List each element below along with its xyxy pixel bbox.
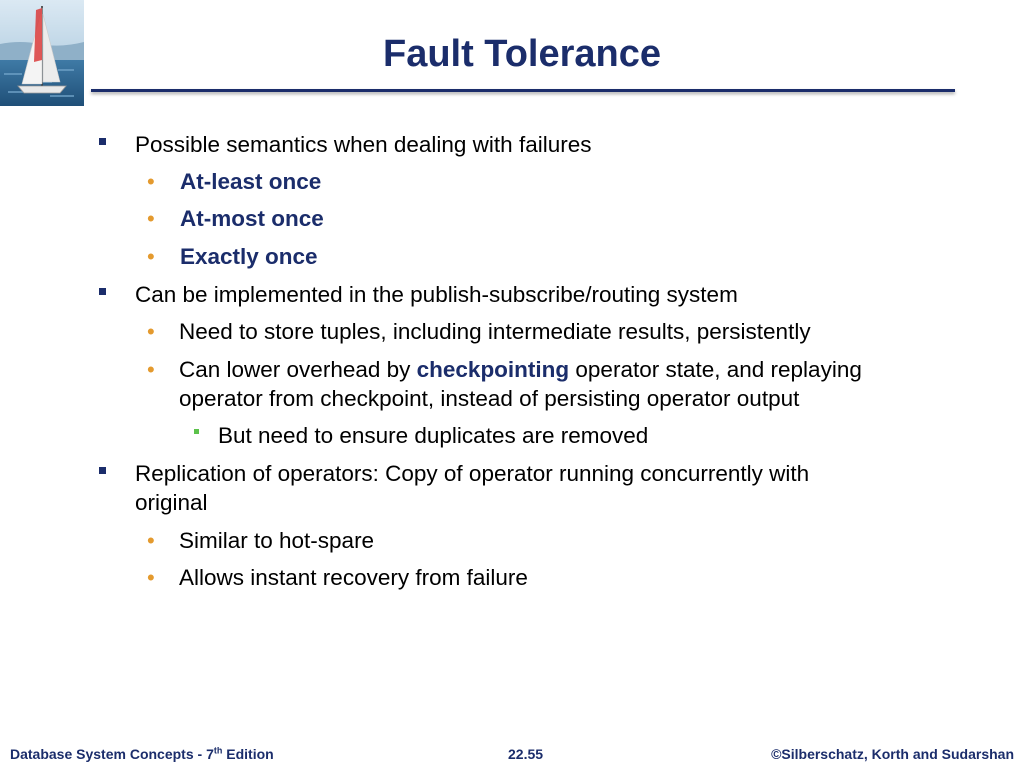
- level2-bullet-icon: •: [147, 528, 155, 553]
- bullet-text: At-least once: [180, 169, 322, 194]
- bullet-text: Similar to hot-spare: [179, 528, 375, 553]
- footer-edition-text: Database System Concepts - 7: [10, 746, 214, 762]
- emphasis-checkpointing: checkpointing: [416, 357, 570, 382]
- footer-copyright: ©Silberschatz, Korth and Sudarshan: [771, 746, 1014, 762]
- level1-bullet-icon: [99, 138, 106, 145]
- bullet-text: Possible semantics when dealing with failures: [135, 132, 592, 157]
- level1-bullet-icon: [99, 288, 106, 295]
- bullet-text: Need to store tuples, including intermediate results, persistently: [179, 319, 811, 344]
- text-segment: Can lower overhead by: [179, 357, 417, 382]
- level2-bullet-icon: •: [147, 206, 155, 231]
- footer-edition-suffix: th: [213, 745, 223, 756]
- level2-bullet-icon: •: [147, 565, 155, 590]
- bullet-text: Replication of operators: Copy of operator running concurrently with: [135, 461, 810, 486]
- bullet-text: But need to ensure duplicates are removed: [218, 423, 649, 448]
- slide-title: Fault Tolerance: [382, 33, 662, 75]
- level2-bullet-icon: •: [147, 319, 155, 344]
- level2-bullet-icon: •: [147, 169, 155, 194]
- bullet-text: At-most once: [180, 206, 324, 231]
- bullet-text: Can be implemented in the publish-subscribe/routing system: [135, 282, 738, 307]
- bullet-text-checkpointing: [179, 355, 862, 384]
- bullet-text-continuation: original: [135, 490, 208, 515]
- footer-slide-number: 22.55: [508, 746, 544, 762]
- level1-bullet-icon: [99, 467, 106, 474]
- text-segment: operator state, and replaying: [569, 357, 862, 382]
- bullet-text: Exactly once: [180, 244, 318, 269]
- footer-edition: [10, 744, 274, 764]
- footer-edition-text: Edition: [222, 746, 274, 762]
- level2-bullet-icon: •: [147, 357, 155, 382]
- level2-bullet-icon: •: [147, 244, 155, 269]
- bullet-text: Allows instant recovery from failure: [179, 565, 528, 590]
- bullet-text-continuation: operator from checkpoint, instead of persisting operator output: [179, 386, 800, 411]
- level3-bullet-icon: [194, 429, 199, 434]
